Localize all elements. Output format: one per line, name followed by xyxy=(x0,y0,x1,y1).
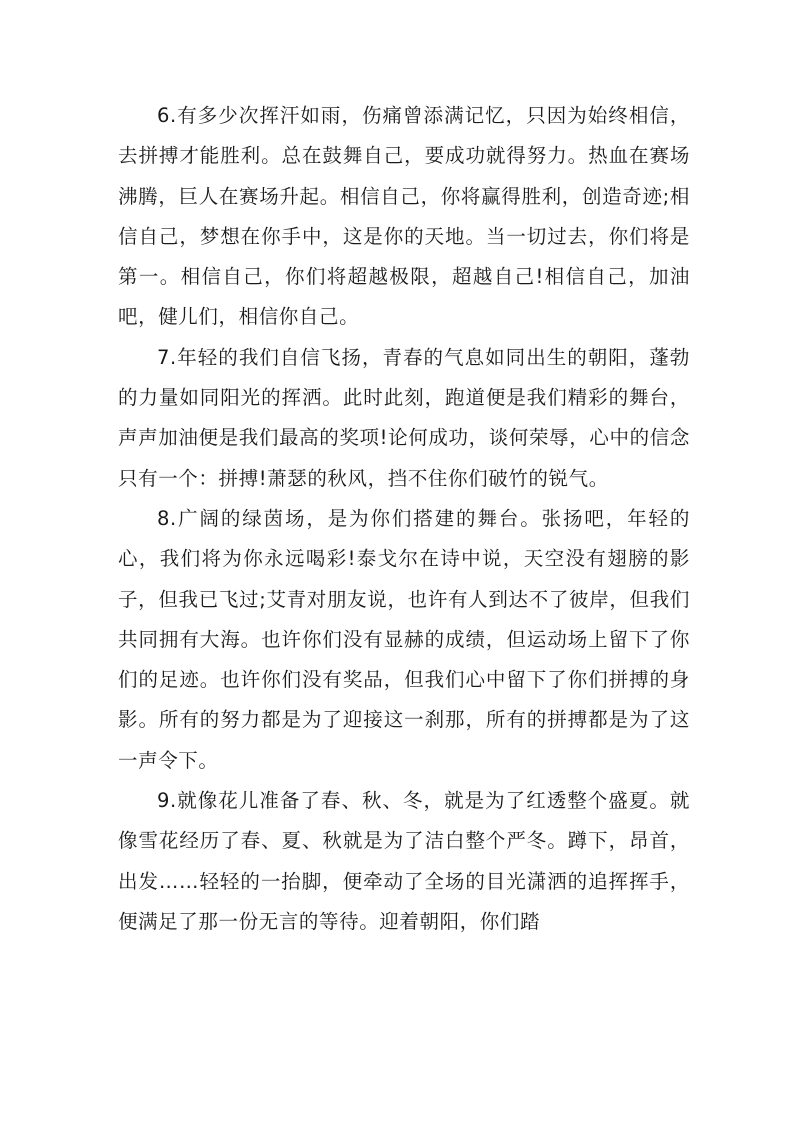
paragraph-7: 7.年轻的我们自信飞扬，青春的气息如同出生的朝阳，蓬勃的力量如同阳光的挥洒。此时此刻，跑道便是我们精彩的舞台，声声加油便是我们最高的奖项!论何成功，谈何荣辱，心中的信念只有一个：拼搏!萧瑟的秋风，挡不住你们破竹的锐气。 xyxy=(118,345,690,490)
document-body xyxy=(118,96,690,942)
paragraph-9: 9.就像花儿准备了春、秋、冬，就是为了红透整个盛夏。就像雪花经历了春、夏、秋就是为了洁白整个严冬。蹲下，昂首，出发……轻轻的一抬脚，便牵动了全场的目光潇洒的追挥挥手，便满足了那一份无言的等待。迎着朝阳，你们踏 xyxy=(118,789,690,933)
paragraph-8: 8.广阔的绿茵场，是为你们搭建的舞台。张扬吧，年轻的心，我们将为你永远喝彩!泰戈尔在诗中说，天空没有翅膀的影子，但我已飞过;艾青对朋友说，也许有人到达不了彼岸，但我们共同拥有大海。也许你们没有显赫的成绩，但运动场上留下了你们的足迹。也许你们没有奖品，但我们心中留下了你们拼搏的身影。所有的努力都是为了迎接这一刹那，所有的拼搏都是为了这一声令下。 xyxy=(118,506,690,772)
paragraph-6: 6.有多少次挥汗如雨，伤痛曾添满记忆，只因为始终相信，去拼搏才能胜利。总在鼓舞自己，要成功就得努力。热血在赛场沸腾，巨人在赛场升起。相信自己，你将赢得胜利，创造奇迹;相信自己，梦想在你手中，这是你的天地。当一切过去，你们将是第一。相信自己，你们将超越极限，超越自己!相信自己，加油吧，健儿们，相信你自己。 xyxy=(118,104,690,329)
